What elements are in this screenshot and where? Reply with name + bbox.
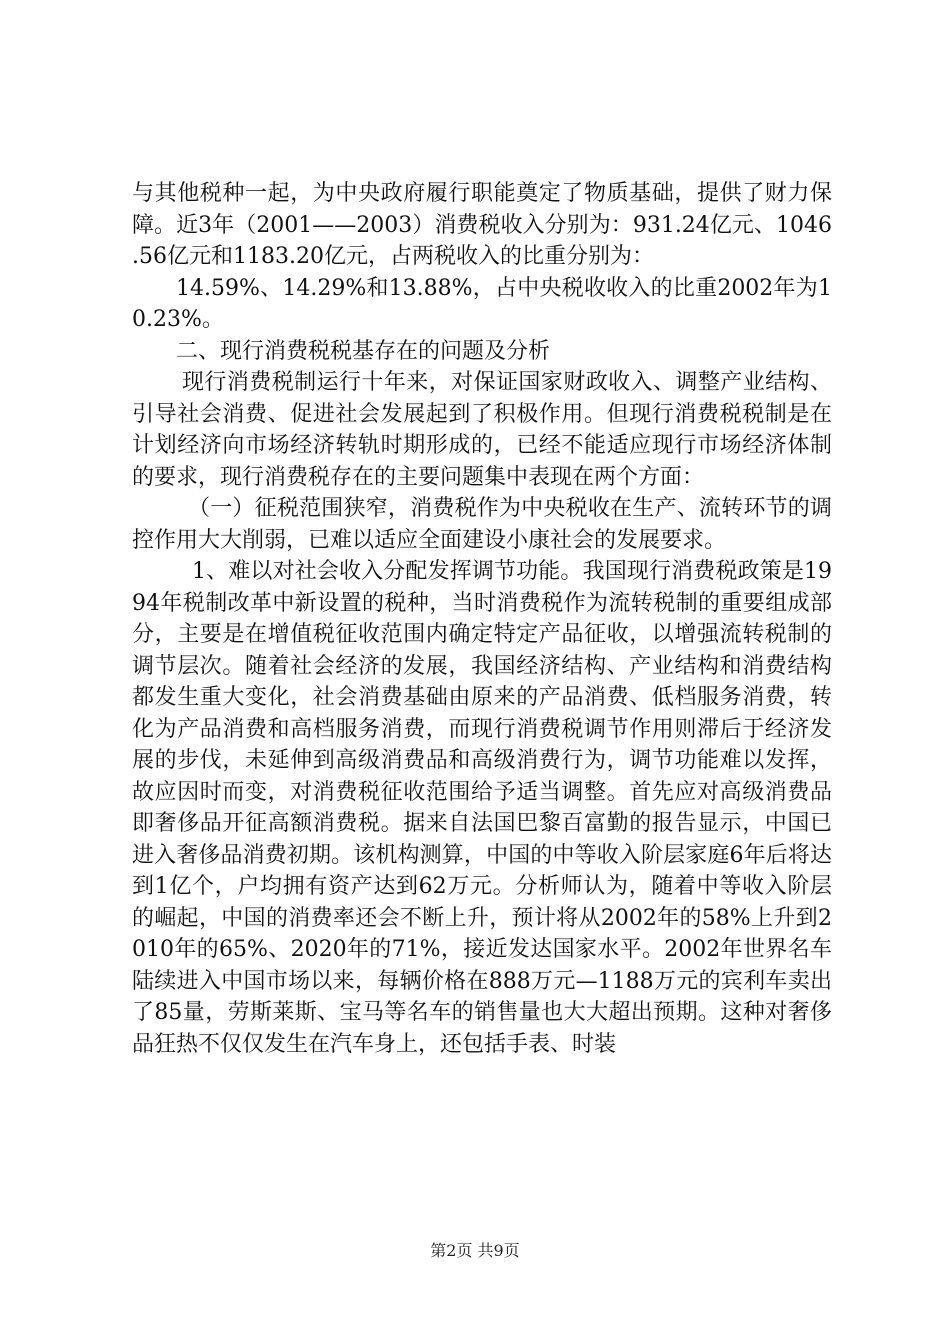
paragraph-current-system: 现行消费税制运行十年来，对保证国家财政收入、调整产业结构、引导社会消费、促进社会发展起到了积极作用。但现行消费税税制是在计划经济向市场经济转轨时期形成的，已经不能适应现行市场经济体制的要求，现行消费税存在的主要问题集中表现在两个方面： [132,370,832,490]
paragraph-income-distribution: 1、难以对社会收入分配发挥调节功能。我国现行消费税政策是1994年税制改革中新设置的税种，当时消费税作为流转税制的重要组成部分，主要是在增值税征收范围内确定特定产品征收，以增强流转税制的调节层次。随着社会经济的发展，我国经济结构、产业结构和消费结构都发生重大变化，社会消费基础由原来的产品消费、低档服务消费，转化为产品消费和高档服务消费，而现行消费税调节作用则滞后于经济发展的步伐，未延伸到高级消费品和高级消费行为，调节功能难以发挥，故应因时而变，对消费税征收范围给予适当调整。首先应对高级消费品即奢侈品开征高额消费税。据来自法国巴黎百富勤的报告显示，中国已进入奢侈品消费初期。该机构测算，中国的中等收入阶层家庭6年后将达到1亿个，户均拥有资产达到62万元。分析师认为，随着中等收入阶层的崛起，中国的消费率还会不断上升，预计将从2002年的58%上升到2010年的65%、2020年的71%，接近发达国家水平。2002年世界名车陆续进入中国市场以来，每辆价格在888万元—1188万元的宾利车卖出了85量，劳斯莱斯、宝马等名车的销售量也大大超出预期。这种对奢侈品狂热不仅仅发生在汽车身上，还包括手表、时装 [132,559,832,1057]
paragraph-tax-revenue: 与其他税种一起，为中央政府履行职能奠定了物质基础，提供了财力保障。近3年（2001——2003）消费税收入分别为：931.24亿元、1046.56亿元和1183.20亿元，占两税收入的比重分别为： [132,181,832,269]
subsection-heading-scope: （一）征税范围狭窄，消费税作为中央税收在生产、流转环节的调控作用大大削弱，已难以适应全面建设小康社会的发展要求。 [132,496,832,553]
section-heading: 二、现行消费税税基存在的问题及分析 [176,338,551,364]
paragraph-tax-ratio: 14.59%、14.29%和13.88%，占中央税收收入的比重2002年为10.23%。 [132,275,832,332]
document-body [132,178,832,1060]
page-number-footer: 第2页 共9页 [430,1241,520,1260]
